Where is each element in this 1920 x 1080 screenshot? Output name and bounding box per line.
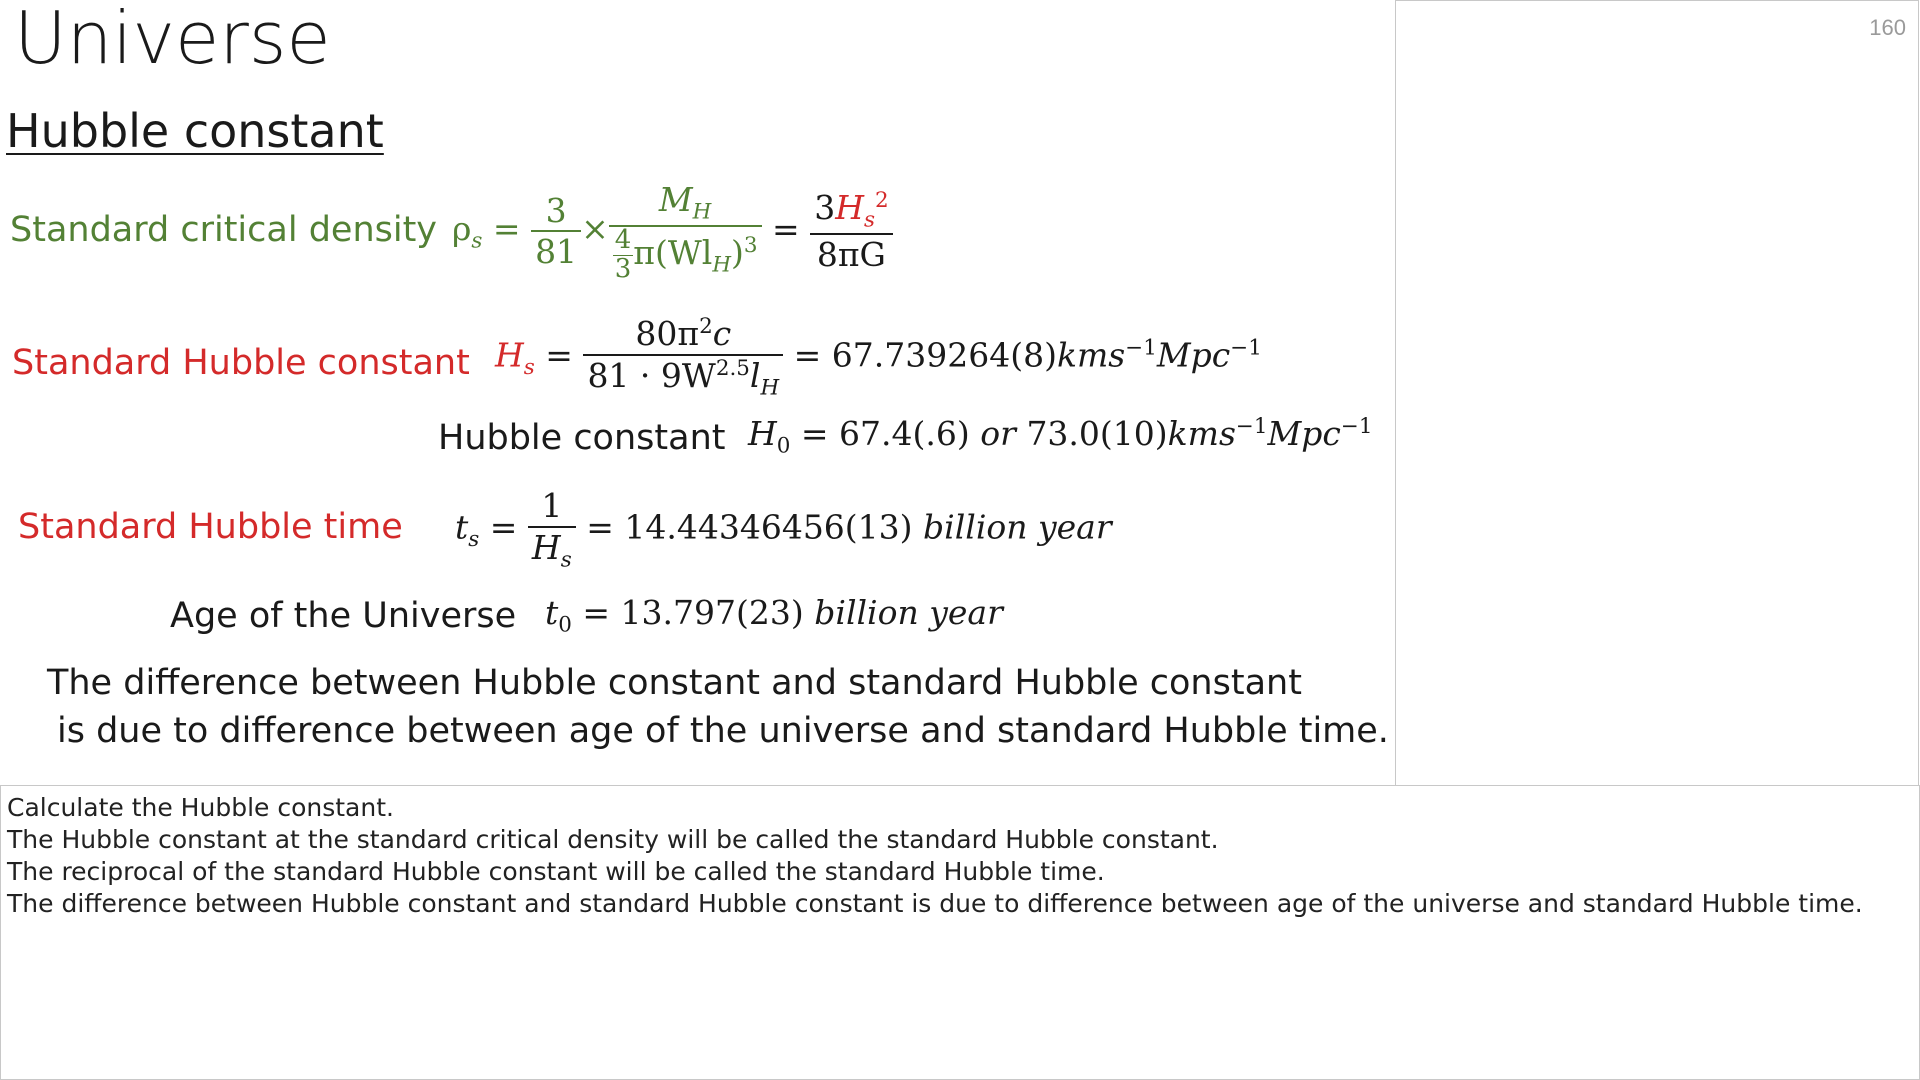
notes-line: The Hubble constant at the standard critical density will be called the standard Hubble constant. xyxy=(7,825,1219,854)
notes-line: Calculate the Hubble constant. xyxy=(7,793,394,822)
ts-fraction: $\frac{1}{H_s}$ xyxy=(528,486,576,573)
label-standard-hubble-constant: Standard Hubble constant xyxy=(12,343,470,383)
density-lhs: ρ xyxy=(452,209,472,249)
equation-standard-hubble-constant: $H_s$ = $\frac{80\pi^2c}{81 \cdot 9W^{2.5}l_H}$ = 67.739264(8)kms$^{-1}$Mpc$^{-1}$ xyxy=(495,314,1262,401)
label-standard-critical-density: Standard critical density xyxy=(10,210,438,250)
hs-fraction: $\frac{80\pi^2c}{81 \cdot 9W^{2.5}l_H}$ xyxy=(583,314,783,401)
equation-hubble-constant: $H_0 = 67.4(.6)$ or 73.0(10)kms$^{-1}$Mpc$^{-1}$ xyxy=(748,414,1373,459)
page-number: 160 xyxy=(1869,15,1906,40)
equation-standard-hubble-time: $t_s$ = $\frac{1}{H_s}$ = 14.44346456(13) billion year xyxy=(455,486,1112,573)
section-title: Hubble constant xyxy=(6,104,384,158)
equation-age-of-universe: $t_0 = 13.797(23)$ billion year xyxy=(545,593,1003,638)
explanation-line-2: is due to difference between age of the universe and standard Hubble time. xyxy=(57,711,1389,751)
density-fraction-2: $M_H$ $\frac{4}{3}$ $\pi(Wl_H)^3$ xyxy=(609,180,762,283)
density-fraction-3: $\frac{3H_s^2}{8\pi G}$ xyxy=(810,188,892,275)
side-panel xyxy=(1395,0,1919,785)
speaker-notes-panel[interactable] xyxy=(0,785,1920,1080)
label-age-of-universe: Age of the Universe xyxy=(170,596,517,636)
label-hubble-constant: Hubble constant xyxy=(438,418,726,458)
slide-title: Universe xyxy=(14,0,331,80)
explanation-line-1: The difference between Hubble constant and standard Hubble constant xyxy=(47,663,1302,703)
notes-line: The reciprocal of the standard Hubble constant will be called the standard Hubble time. xyxy=(7,857,1105,886)
notes-line: The difference between Hubble constant and standard Hubble constant is due to difference between age of the universe and standard Hubble time. xyxy=(7,889,1863,918)
equation-critical-density: $\rho_s$ = $\frac{3}{81}$ × $M_H$ $\frac{4}{3}$ $\pi(Wl_H)^3$ = $\frac{3H_s^2}{8\pi G}$ xyxy=(452,180,893,283)
density-fraction-1: $\frac{3}{81}$ xyxy=(531,191,581,272)
label-standard-hubble-time: Standard Hubble time xyxy=(18,507,403,547)
